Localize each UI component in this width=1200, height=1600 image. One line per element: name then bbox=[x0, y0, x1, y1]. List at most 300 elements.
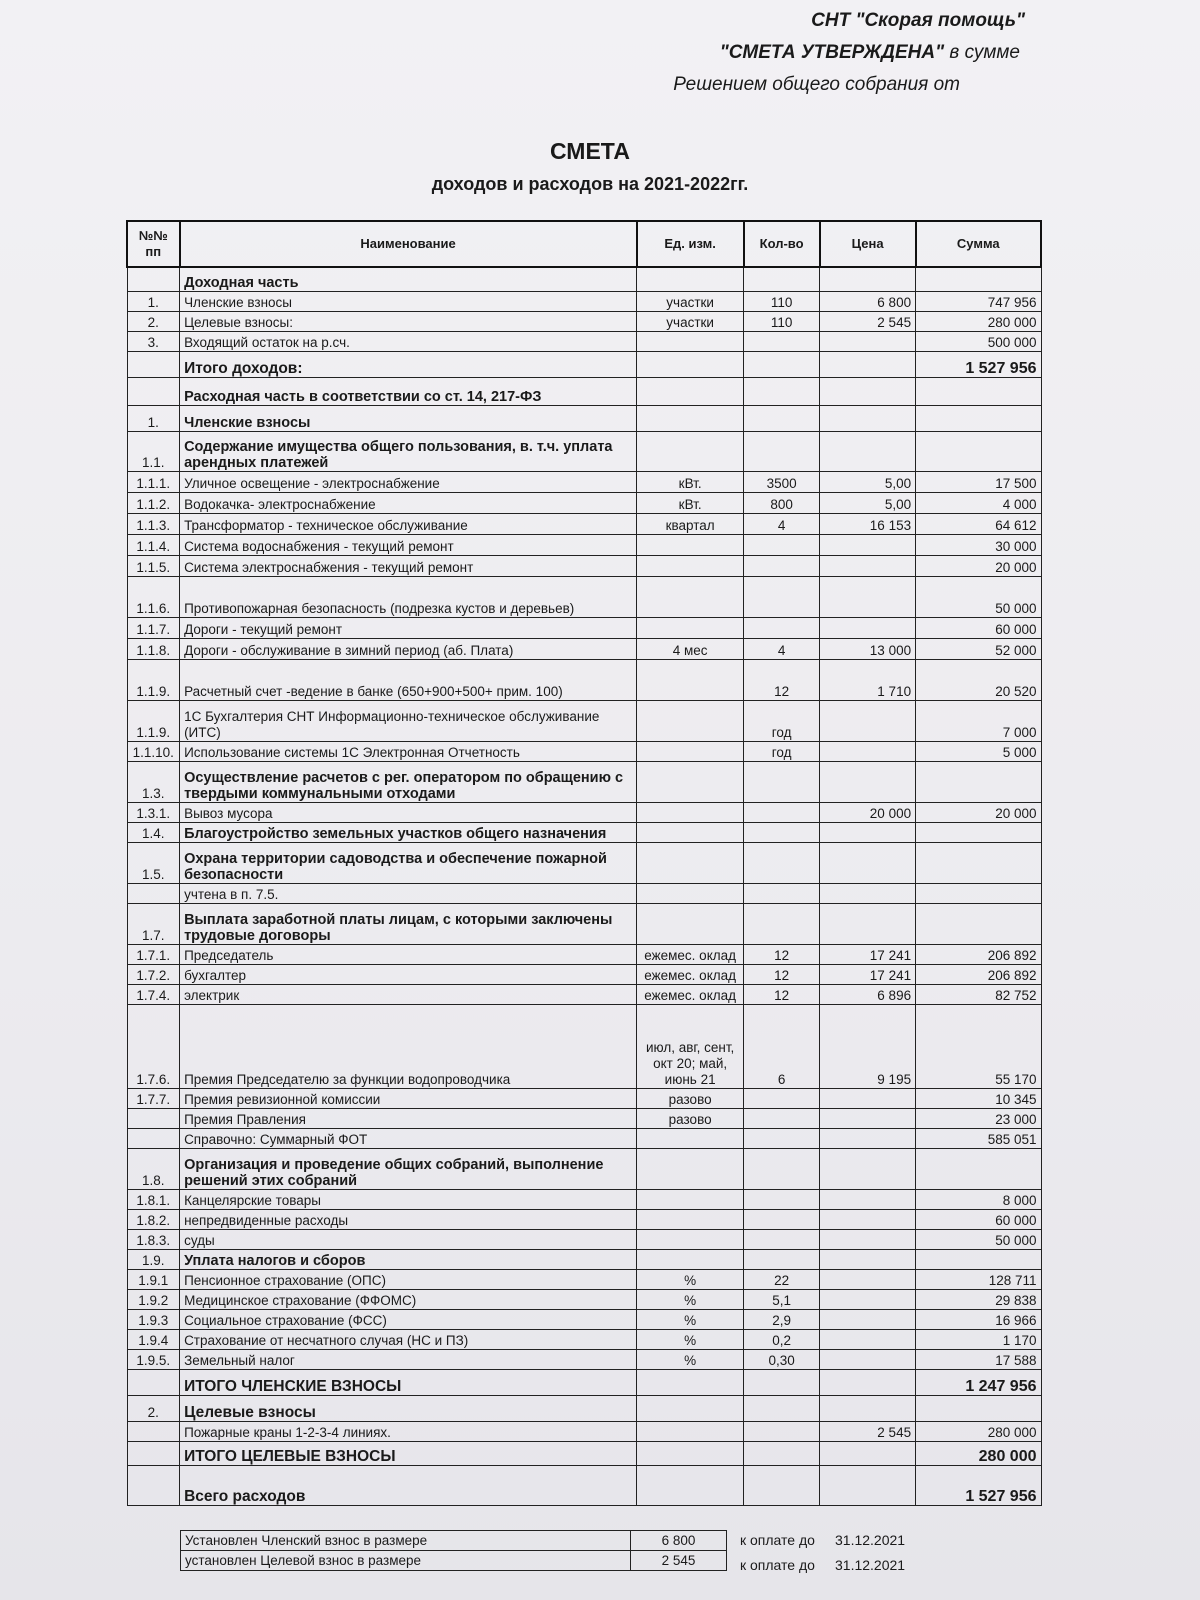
row-qty: 0,2 bbox=[744, 1329, 820, 1349]
row-number: 1.1.3. bbox=[127, 513, 180, 534]
table-row bbox=[127, 984, 1041, 1004]
membership-fee-due-label: к оплате до bbox=[740, 1532, 815, 1548]
row-number: 2. bbox=[127, 311, 180, 331]
row-sum: 128 711 bbox=[916, 1269, 1041, 1289]
table-row bbox=[127, 1329, 1041, 1349]
table-row bbox=[127, 492, 1041, 513]
row-name: Социальное страхование (ФСС) bbox=[180, 1309, 637, 1329]
column-header-no: №№ пп bbox=[127, 221, 180, 267]
approval-line bbox=[720, 42, 1020, 64]
row-qty: 12 bbox=[744, 659, 820, 700]
table-row bbox=[127, 405, 1041, 431]
decision-line: Решением общего собрания от bbox=[673, 74, 960, 95]
row-qty bbox=[744, 1108, 820, 1128]
row-number: 1.1.7. bbox=[127, 617, 180, 638]
row-name: Итого доходов: bbox=[180, 351, 637, 377]
table-row bbox=[127, 1229, 1041, 1249]
row-qty: 0,30 bbox=[744, 1349, 820, 1369]
row-price: 2 545 bbox=[820, 1421, 916, 1441]
row-price bbox=[820, 1148, 916, 1189]
row-price bbox=[820, 700, 916, 741]
row-unit bbox=[637, 1421, 744, 1441]
row-number bbox=[127, 883, 180, 903]
row-unit bbox=[637, 822, 744, 842]
row-qty bbox=[744, 761, 820, 802]
row-price bbox=[820, 617, 916, 638]
table-row bbox=[127, 1004, 1041, 1088]
column-header-sum: Сумма bbox=[916, 221, 1041, 267]
row-name: 1С Бухгалтерия СНТ Информационно-техническое обслуживание (ИТС) bbox=[180, 700, 637, 741]
row-number: 1. bbox=[127, 291, 180, 311]
row-unit bbox=[637, 842, 744, 883]
row-name: Система водоснабжения - текущий ремонт bbox=[180, 534, 637, 555]
row-qty bbox=[744, 576, 820, 617]
row-unit bbox=[637, 761, 744, 802]
row-qty: 12 bbox=[744, 964, 820, 984]
membership-fee-value: 6 800 bbox=[631, 1531, 727, 1551]
row-price bbox=[820, 1349, 916, 1369]
row-price bbox=[820, 1189, 916, 1209]
row-number: 1.8.3. bbox=[127, 1229, 180, 1249]
row-sum bbox=[916, 267, 1041, 291]
table-header-row bbox=[127, 221, 1041, 267]
row-name: Премия ревизионной комиссии bbox=[180, 1088, 637, 1108]
row-price bbox=[820, 761, 916, 802]
row-price: 5,00 bbox=[820, 471, 916, 492]
row-qty bbox=[744, 617, 820, 638]
row-unit: % bbox=[637, 1309, 744, 1329]
row-unit: кВт. bbox=[637, 471, 744, 492]
row-name: Содержание имущества общего пользования, в. т.ч. уплата арендных платежей bbox=[180, 431, 637, 471]
row-sum: 8 000 bbox=[916, 1189, 1041, 1209]
row-price: 5,00 bbox=[820, 492, 916, 513]
row-sum: 7 000 bbox=[916, 700, 1041, 741]
row-sum: 17 588 bbox=[916, 1349, 1041, 1369]
table-row bbox=[127, 331, 1041, 351]
row-price bbox=[820, 555, 916, 576]
row-qty bbox=[744, 1209, 820, 1229]
row-price bbox=[820, 842, 916, 883]
row-number: 1.1.4. bbox=[127, 534, 180, 555]
row-price bbox=[820, 883, 916, 903]
row-name: Использование системы 1С Электронная Отчетность bbox=[180, 741, 637, 761]
row-number: 1.4. bbox=[127, 822, 180, 842]
row-unit bbox=[637, 331, 744, 351]
row-price bbox=[820, 1269, 916, 1289]
row-name: Расчетный счет -ведение в банке (650+900+500+ прим. 100) bbox=[180, 659, 637, 700]
row-unit bbox=[637, 883, 744, 903]
table-row bbox=[127, 1128, 1041, 1148]
row-number: 1.7.2. bbox=[127, 964, 180, 984]
table-row bbox=[127, 1421, 1041, 1441]
row-price bbox=[820, 1088, 916, 1108]
row-price bbox=[820, 267, 916, 291]
row-sum: 10 345 bbox=[916, 1088, 1041, 1108]
table-row bbox=[127, 377, 1041, 405]
column-header-unit: Ед. изм. bbox=[637, 221, 744, 267]
row-price: 17 241 bbox=[820, 964, 916, 984]
row-number: 1.8.1. bbox=[127, 1189, 180, 1209]
row-price: 6 896 bbox=[820, 984, 916, 1004]
table-row bbox=[127, 842, 1041, 883]
row-sum: 4 000 bbox=[916, 492, 1041, 513]
row-name: Всего расходов bbox=[180, 1465, 637, 1505]
row-price: 1 710 bbox=[820, 659, 916, 700]
row-unit bbox=[637, 534, 744, 555]
row-number: 1.1.10. bbox=[127, 741, 180, 761]
row-name: Медицинское страхование (ФФОМС) bbox=[180, 1289, 637, 1309]
row-sum: 1 170 bbox=[916, 1329, 1041, 1349]
row-price bbox=[820, 1229, 916, 1249]
row-number: 1.1. bbox=[127, 431, 180, 471]
row-sum bbox=[916, 903, 1041, 944]
row-sum bbox=[916, 842, 1041, 883]
row-unit bbox=[637, 1209, 744, 1229]
row-name: Целевые взносы: bbox=[180, 311, 637, 331]
row-name: Вывоз мусора bbox=[180, 802, 637, 822]
row-number bbox=[127, 267, 180, 291]
table-row bbox=[127, 1369, 1041, 1395]
row-unit: ежемес. оклад bbox=[637, 944, 744, 964]
row-unit: квартал bbox=[637, 513, 744, 534]
row-number bbox=[127, 1108, 180, 1128]
table-row bbox=[127, 471, 1041, 492]
row-price bbox=[820, 1441, 916, 1465]
table-row bbox=[127, 802, 1041, 822]
row-sum: 52 000 bbox=[916, 638, 1041, 659]
row-qty bbox=[744, 1421, 820, 1441]
row-number: 1.7.4. bbox=[127, 984, 180, 1004]
row-sum bbox=[916, 405, 1041, 431]
row-name: Водокачка- электроснабжение bbox=[180, 492, 637, 513]
row-name: Уплата налогов и сборов bbox=[180, 1249, 637, 1269]
table-row bbox=[127, 576, 1041, 617]
organization-name: СНТ "Скорая помощь" bbox=[811, 10, 1025, 31]
table-row bbox=[127, 944, 1041, 964]
row-sum: 30 000 bbox=[916, 534, 1041, 555]
row-unit bbox=[637, 741, 744, 761]
row-number: 1.9.2 bbox=[127, 1289, 180, 1309]
row-sum bbox=[916, 1148, 1041, 1189]
row-number bbox=[127, 377, 180, 405]
row-qty bbox=[744, 883, 820, 903]
table-row bbox=[127, 638, 1041, 659]
row-number bbox=[127, 1128, 180, 1148]
row-number: 1.8.2. bbox=[127, 1209, 180, 1229]
row-number: 1.1.8. bbox=[127, 638, 180, 659]
row-price bbox=[820, 1395, 916, 1421]
row-price bbox=[820, 1128, 916, 1148]
row-qty: 12 bbox=[744, 944, 820, 964]
table-row bbox=[127, 1289, 1041, 1309]
row-unit: разово bbox=[637, 1088, 744, 1108]
row-number: 1.7. bbox=[127, 903, 180, 944]
row-name: Пенсионное страхование (ОПС) bbox=[180, 1269, 637, 1289]
row-name: Дороги - обслуживание в зимний период (аб. Плата) bbox=[180, 638, 637, 659]
row-sum bbox=[916, 431, 1041, 471]
row-name: Целевые взносы bbox=[180, 1395, 637, 1421]
row-qty: 5,1 bbox=[744, 1289, 820, 1309]
row-qty bbox=[744, 1229, 820, 1249]
table-row bbox=[127, 1349, 1041, 1369]
row-qty: 4 bbox=[744, 513, 820, 534]
row-qty: 12 bbox=[744, 984, 820, 1004]
row-sum bbox=[916, 761, 1041, 802]
row-name: Председатель bbox=[180, 944, 637, 964]
target-fee-value: 2 545 bbox=[631, 1551, 727, 1571]
row-name: Страхование от несчатного случая (НС и ПЗ) bbox=[180, 1329, 637, 1349]
row-price: 6 800 bbox=[820, 291, 916, 311]
table-row bbox=[127, 1148, 1041, 1189]
row-unit: % bbox=[637, 1269, 744, 1289]
row-sum: 64 612 bbox=[916, 513, 1041, 534]
row-name: Организация и проведение общих собраний, выполнение решений этих собраний bbox=[180, 1148, 637, 1189]
table-row bbox=[127, 513, 1041, 534]
table-row bbox=[127, 534, 1041, 555]
row-qty bbox=[744, 377, 820, 405]
table-row bbox=[127, 267, 1041, 291]
row-name: Справочно: Суммарный ФОТ bbox=[180, 1128, 637, 1148]
row-qty bbox=[744, 802, 820, 822]
row-unit: участки bbox=[637, 291, 744, 311]
row-qty bbox=[744, 1148, 820, 1189]
row-sum: 280 000 bbox=[916, 1421, 1041, 1441]
row-qty: 800 bbox=[744, 492, 820, 513]
row-price bbox=[820, 1309, 916, 1329]
row-unit bbox=[637, 351, 744, 377]
row-number: 1.5. bbox=[127, 842, 180, 883]
row-number: 1.1.5. bbox=[127, 555, 180, 576]
table-row bbox=[127, 883, 1041, 903]
document-title: СМЕТА bbox=[549, 138, 631, 164]
row-sum: 20 000 bbox=[916, 802, 1041, 822]
contribution-summary bbox=[180, 1530, 727, 1571]
row-sum: 1 527 956 bbox=[916, 1465, 1041, 1505]
row-name: Противопожарная безопасность (подрезка кустов и деревьев) bbox=[180, 576, 637, 617]
row-price bbox=[820, 534, 916, 555]
row-name: ИТОГО ЦЕЛЕВЫЕ ВЗНОСЫ bbox=[180, 1441, 637, 1465]
table-row bbox=[127, 700, 1041, 741]
row-price: 9 195 bbox=[820, 1004, 916, 1088]
row-sum: 16 966 bbox=[916, 1309, 1041, 1329]
row-sum: 280 000 bbox=[916, 1441, 1041, 1465]
row-sum: 82 752 bbox=[916, 984, 1041, 1004]
row-number bbox=[127, 1465, 180, 1505]
row-unit: ежемес. оклад bbox=[637, 984, 744, 1004]
row-number: 1.9.3 bbox=[127, 1309, 180, 1329]
row-number: 1.7.7. bbox=[127, 1088, 180, 1108]
row-sum: 50 000 bbox=[916, 1229, 1041, 1249]
row-name: Земельный налог bbox=[180, 1349, 637, 1369]
row-qty bbox=[744, 822, 820, 842]
row-qty bbox=[744, 1441, 820, 1465]
row-name: Членские взносы bbox=[180, 405, 637, 431]
row-unit bbox=[637, 659, 744, 700]
row-name: ИТОГО ЧЛЕНСКИЕ ВЗНОСЫ bbox=[180, 1369, 637, 1395]
column-header-name: Наименование bbox=[180, 221, 637, 267]
row-name: Трансформатор - техническое обслуживание bbox=[180, 513, 637, 534]
row-number: 1.9. bbox=[127, 1249, 180, 1269]
row-name: Осуществление расчетов с рег. оператором по обращению с твердыми коммунальными отходами bbox=[180, 761, 637, 802]
table-row bbox=[127, 291, 1041, 311]
row-sum bbox=[916, 822, 1041, 842]
row-name: Расходная часть в соответствии со ст. 14, 217-ФЗ bbox=[180, 377, 637, 405]
row-price bbox=[820, 405, 916, 431]
table-row bbox=[127, 1441, 1041, 1465]
target-fee-due-label: к оплате до bbox=[740, 1557, 815, 1573]
table-row bbox=[127, 351, 1041, 377]
row-sum: 5 000 bbox=[916, 741, 1041, 761]
row-number: 1. bbox=[127, 405, 180, 431]
row-number: 3. bbox=[127, 331, 180, 351]
row-qty bbox=[744, 842, 820, 883]
table-row bbox=[127, 659, 1041, 700]
row-price bbox=[820, 741, 916, 761]
row-sum: 206 892 bbox=[916, 944, 1041, 964]
row-sum: 20 000 bbox=[916, 555, 1041, 576]
row-name: Дороги - текущий ремонт bbox=[180, 617, 637, 638]
row-number bbox=[127, 351, 180, 377]
row-sum: 747 956 bbox=[916, 291, 1041, 311]
row-unit bbox=[637, 1148, 744, 1189]
row-qty bbox=[744, 1465, 820, 1505]
row-qty bbox=[744, 1395, 820, 1421]
row-price bbox=[820, 903, 916, 944]
table-row bbox=[127, 555, 1041, 576]
row-name: Охрана территории садоводства и обеспечение пожарной безопасности bbox=[180, 842, 637, 883]
row-price: 13 000 bbox=[820, 638, 916, 659]
row-sum: 60 000 bbox=[916, 617, 1041, 638]
table-row bbox=[127, 761, 1041, 802]
row-sum: 500 000 bbox=[916, 331, 1041, 351]
row-price bbox=[820, 431, 916, 471]
row-qty bbox=[744, 903, 820, 944]
row-qty bbox=[744, 534, 820, 555]
row-name: Пожарные краны 1-2-3-4 линиях. bbox=[180, 1421, 637, 1441]
row-price: 20 000 bbox=[820, 802, 916, 822]
row-qty bbox=[744, 1189, 820, 1209]
row-price bbox=[820, 576, 916, 617]
row-number: 2. bbox=[127, 1395, 180, 1421]
row-price: 16 153 bbox=[820, 513, 916, 534]
row-unit: кВт. bbox=[637, 492, 744, 513]
table-row bbox=[127, 1209, 1041, 1229]
table-row bbox=[127, 311, 1041, 331]
table-row bbox=[127, 1465, 1041, 1505]
row-price bbox=[820, 1249, 916, 1269]
row-name: Премия Правления bbox=[180, 1108, 637, 1128]
row-number: 1.9.5. bbox=[127, 1349, 180, 1369]
row-unit bbox=[637, 377, 744, 405]
row-qty bbox=[744, 1088, 820, 1108]
row-name: Входящий остаток на р.сч. bbox=[180, 331, 637, 351]
row-qty bbox=[744, 1369, 820, 1395]
row-price bbox=[820, 1289, 916, 1309]
table-row bbox=[127, 903, 1041, 944]
table-row bbox=[127, 1309, 1041, 1329]
table-row bbox=[127, 964, 1041, 984]
target-fee-due-date: 31.12.2021 bbox=[835, 1557, 906, 1573]
row-name: Премия Председателю за функции водопроводчика bbox=[180, 1004, 637, 1088]
row-number: 1.1.9. bbox=[127, 659, 180, 700]
row-number bbox=[127, 1441, 180, 1465]
row-unit bbox=[637, 1369, 744, 1395]
row-qty bbox=[744, 431, 820, 471]
membership-fee-label: Установлен Членский взнос в размере bbox=[181, 1531, 631, 1551]
row-qty bbox=[744, 331, 820, 351]
row-number: 1.3. bbox=[127, 761, 180, 802]
row-unit bbox=[637, 576, 744, 617]
column-header-price: Цена bbox=[820, 221, 916, 267]
row-unit bbox=[637, 405, 744, 431]
table-row bbox=[127, 1269, 1041, 1289]
row-qty: 4 bbox=[744, 638, 820, 659]
row-number: 1.7.1. bbox=[127, 944, 180, 964]
row-sum: 280 000 bbox=[916, 311, 1041, 331]
row-sum bbox=[916, 377, 1041, 405]
row-unit bbox=[637, 617, 744, 638]
approval-stamp-text: "СМЕТА УТВЕРЖДЕНА" bbox=[719, 42, 945, 63]
row-qty: год bbox=[744, 741, 820, 761]
row-unit: % bbox=[637, 1289, 744, 1309]
row-unit bbox=[637, 1249, 744, 1269]
row-unit bbox=[637, 1128, 744, 1148]
row-sum: 585 051 bbox=[916, 1128, 1041, 1148]
row-sum: 20 520 bbox=[916, 659, 1041, 700]
row-number: 1.1.6. bbox=[127, 576, 180, 617]
row-unit bbox=[637, 1395, 744, 1421]
table-row bbox=[127, 1189, 1041, 1209]
row-sum bbox=[916, 1249, 1041, 1269]
row-unit: разово bbox=[637, 1108, 744, 1128]
table-row bbox=[127, 1108, 1041, 1128]
row-qty: год bbox=[744, 700, 820, 741]
row-sum: 1 247 956 bbox=[916, 1369, 1041, 1395]
row-sum: 29 838 bbox=[916, 1289, 1041, 1309]
row-number: 1.8. bbox=[127, 1148, 180, 1189]
row-number: 1.1.9. bbox=[127, 700, 180, 741]
table-row bbox=[127, 431, 1041, 471]
row-unit bbox=[637, 1465, 744, 1505]
row-name: Система электроснабжения - текущий ремонт bbox=[180, 555, 637, 576]
row-unit bbox=[637, 903, 744, 944]
row-price bbox=[820, 1209, 916, 1229]
row-qty: 110 bbox=[744, 311, 820, 331]
row-qty bbox=[744, 1128, 820, 1148]
row-unit bbox=[637, 1189, 744, 1209]
row-number: 1.9.4 bbox=[127, 1329, 180, 1349]
row-price bbox=[820, 377, 916, 405]
row-unit: ежемес. оклад bbox=[637, 964, 744, 984]
row-qty: 3500 bbox=[744, 471, 820, 492]
row-name: учтена в п. 7.5. bbox=[180, 883, 637, 903]
row-name: Доходная часть bbox=[180, 267, 637, 291]
table-row bbox=[127, 822, 1041, 842]
row-number: 1.9.1 bbox=[127, 1269, 180, 1289]
table-row bbox=[127, 1088, 1041, 1108]
row-name: Уличное освещение - электроснабжение bbox=[180, 471, 637, 492]
budget-table bbox=[126, 220, 1042, 1506]
row-number: 1.7.6. bbox=[127, 1004, 180, 1088]
row-unit: участки bbox=[637, 311, 744, 331]
row-unit: 4 мес bbox=[637, 638, 744, 659]
row-qty: 22 bbox=[744, 1269, 820, 1289]
row-price: 17 241 bbox=[820, 944, 916, 964]
row-number: 1.1.2. bbox=[127, 492, 180, 513]
row-number bbox=[127, 1369, 180, 1395]
table-row bbox=[127, 1395, 1041, 1421]
row-sum: 23 000 bbox=[916, 1108, 1041, 1128]
